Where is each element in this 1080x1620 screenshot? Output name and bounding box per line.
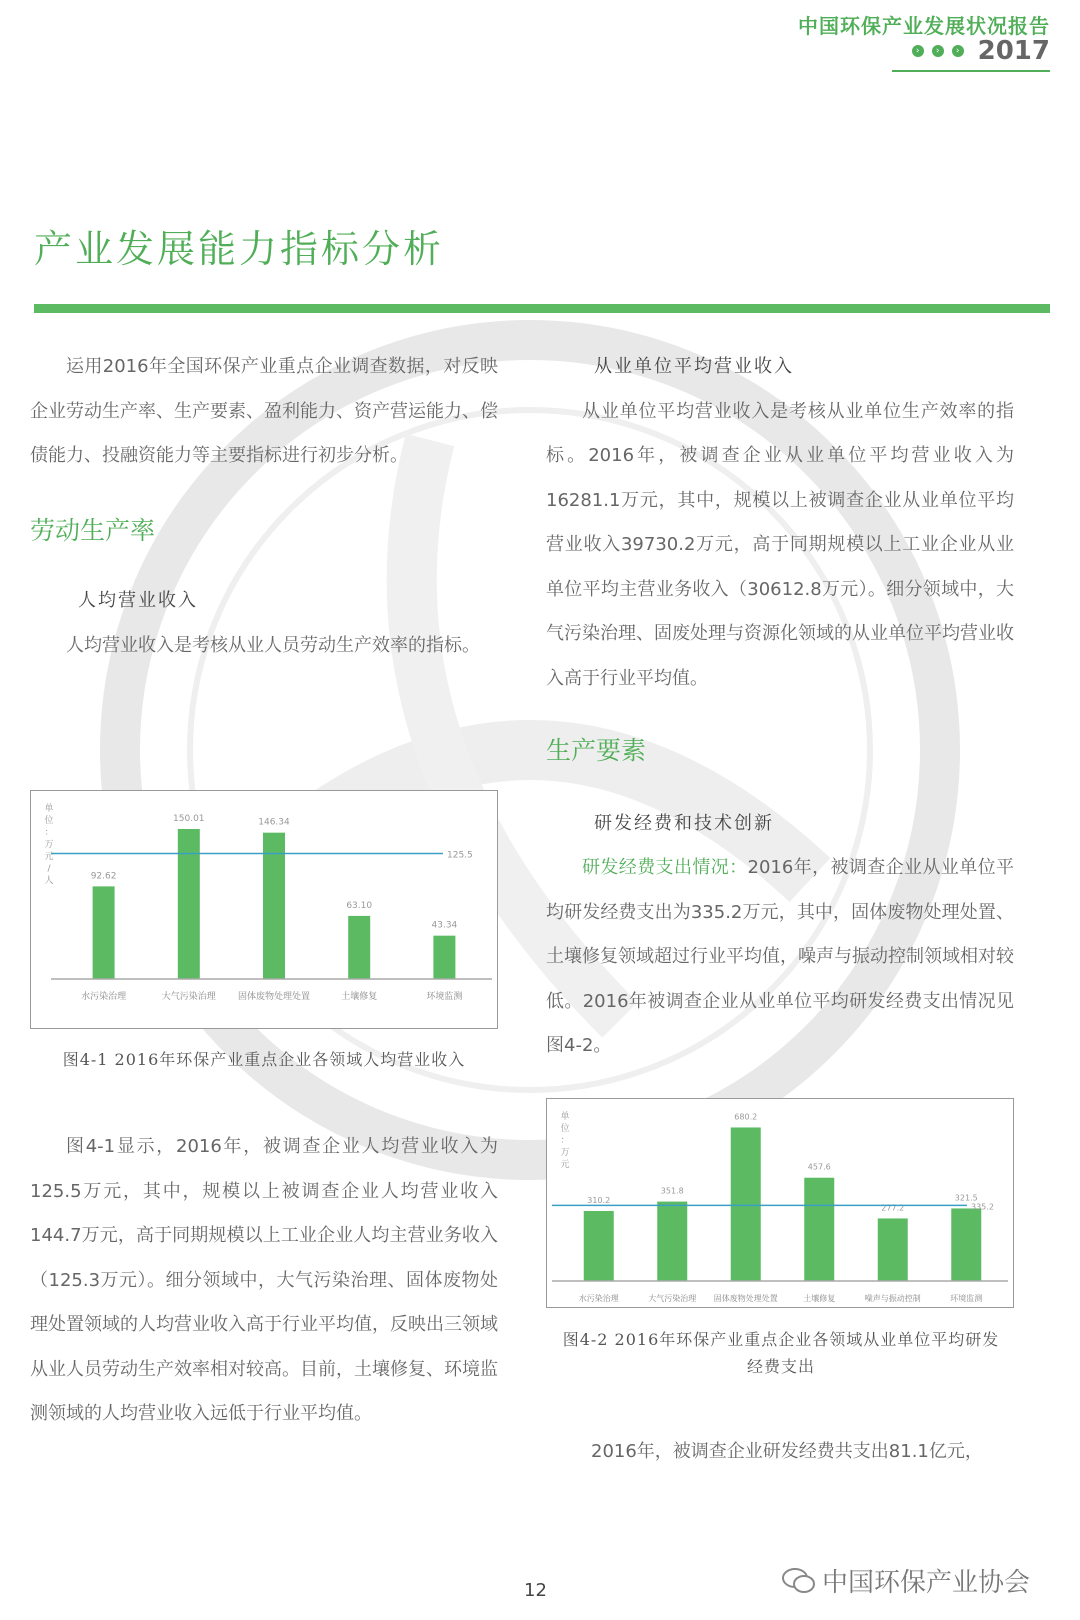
y-axis-label-char: 万 (44, 840, 54, 850)
bar-3 (804, 1178, 834, 1281)
section-divider (34, 304, 1050, 313)
report-year-row (912, 36, 1050, 66)
category-label: 固体废物处理处置 (713, 1294, 778, 1303)
y-axis-label-char: ： (44, 828, 54, 838)
bar-3 (348, 916, 370, 979)
y-axis-label-char: 位 (44, 816, 54, 826)
chart-4-2-caption: 图4-2 2016年环保产业重点企业各领域从业单位平均研发经费支出 (562, 1330, 1000, 1376)
bar-2 (263, 833, 285, 979)
average-label: 125.5 (447, 850, 473, 861)
y-axis-label-char: 单 (44, 804, 54, 814)
wechat-account-name: 中国环保产业协会 (822, 1568, 1031, 1598)
rd-label: 研发经费支出情况： (582, 857, 748, 878)
y-axis-label-char: 位 (560, 1124, 570, 1134)
arrow-dot-icon: › (952, 45, 964, 57)
bar-value-label: 310.2 (587, 1195, 611, 1205)
rd-total-paragraph: 2016年，被调查企业研发经费共支出81.1亿元， (591, 1441, 983, 1462)
intro-paragraph: 运用2016年全国环保产业重点企业调查数据，对反映企业劳动生产率、生产要素、盈利能力、资产营运能力、偿债能力、投融资能力等主要指标进行初步分析。 (30, 356, 498, 466)
bar-value-label: 43.34 (431, 920, 458, 931)
bar-value-label: 146.34 (258, 817, 290, 828)
bar-value-label: 351.8 (660, 1186, 684, 1196)
average-label: 335.2 (971, 1202, 994, 1212)
arrow-dot-icon: › (932, 45, 944, 57)
bar-0 (584, 1211, 614, 1281)
rd-paragraph (546, 846, 1014, 1069)
y-axis-label-char: ： (560, 1136, 570, 1146)
heading-unit-revenue: 从业单位平均营业收入 (594, 356, 794, 377)
y-axis-label-char: 人 (44, 876, 54, 886)
bar-4 (878, 1218, 908, 1281)
category-label: 环境监测 (426, 992, 463, 1002)
category-label: 噪声与振动控制 (864, 1294, 921, 1303)
chart-4-1-frame (30, 790, 498, 1029)
bar-5 (951, 1208, 981, 1281)
bar-1 (657, 1202, 687, 1281)
bar-value-label: 150.01 (173, 813, 205, 824)
y-axis-label-char: 元 (44, 852, 54, 862)
per-capita-paragraph: 人均营业收入是考核从业人员劳动生产效率的指标。 (66, 634, 480, 656)
bar-value-label: 63.10 (346, 900, 373, 911)
chart-4-2-frame (546, 1098, 1014, 1308)
category-label: 环境监测 (950, 1294, 983, 1303)
category-label: 固体废物处理处置 (237, 992, 311, 1002)
chart-4-1-caption: 图4-1 2016年环保产业重点企业各领域人均营业收入 (62, 1050, 466, 1069)
section-title: 产业发展能力指标分析 (34, 227, 445, 271)
y-axis-label-char: 单 (560, 1112, 570, 1122)
bar-2 (731, 1127, 761, 1281)
right-column (546, 345, 1014, 1069)
category-label: 土壤修复 (803, 1294, 836, 1303)
bar-value-label: 92.62 (90, 871, 117, 882)
chart-4-2 (547, 1099, 1013, 1307)
page-number: 12 (524, 1580, 547, 1601)
wechat-icon (782, 1567, 816, 1595)
category-label: 大气污染治理 (161, 992, 216, 1002)
bar-0 (93, 886, 115, 979)
unit-revenue-paragraph: 从业单位平均营业收入是考核从业单位生产效率的指标。2016年，被调查企业从业单位平均营业收入为16281.1万元，其中，规模以上被调查企业从业单位平均营业收入39730.2万元，高于同期规模以上工业企业从业单位平均主营业务收入（30612.8万元）。细分领域中，大气污染治理、固废处理与资源化领域的从业单位平均营业收入高于行业平均值。 (546, 400, 1014, 689)
bar-1 (178, 829, 200, 979)
y-axis-label-char: 万 (560, 1148, 570, 1158)
category-label: 水污染治理 (578, 1294, 619, 1303)
left-column (30, 345, 498, 668)
rd-text: 2016年，被调查企业从业单位平均研发经费支出为335.2万元，其中，固体废物处理处置、土壤修复领域超过行业平均值，噪声与振动控制领域相对较低。2016年被调查企业从业单位平均研发经费支出情况见图4-2。 (546, 857, 1015, 1056)
wechat-account (782, 1562, 1030, 1599)
bar-value-label: 680.2 (734, 1112, 758, 1122)
bar-value-label: 277.2 (881, 1203, 905, 1213)
bar-value-label: 457.6 (807, 1162, 831, 1172)
chart-4-1 (31, 791, 497, 1028)
y-axis-label-char: 元 (560, 1160, 570, 1170)
report-title: 中国环保产业发展状况报告 (798, 14, 1050, 38)
header-rule (892, 70, 1050, 72)
arrow-dot-icon: › (912, 45, 924, 57)
heading-per-capita-revenue: 人均营业收入 (78, 590, 198, 611)
left-column-lower (30, 1125, 498, 1437)
report-year: 2017 (977, 36, 1050, 66)
heading-rd-innovation: 研发经费和技术创新 (594, 812, 774, 834)
analysis-paragraph: 图4-1显示，2016年，被调查企业人均营业收入为125.5万元，其中，规模以上被调查企业人均营业收入144.7万元，高于同期规模以上工业企业人均主营业务收入（125.3万元）。细分领域中，大气污染治理、固体废物处理处置领域的人均营业收入高于行业平均值，反映出三领域从业人员劳动生产效率相对较高。目前，土壤修复、环境监测领域的人均营业收入远低于行业平均值。 (30, 1136, 498, 1424)
heading-production-factors: 生产要素 (546, 736, 647, 765)
category-label: 水污染治理 (81, 992, 127, 1002)
heading-labor-productivity: 劳动生产率 (30, 515, 156, 545)
y-axis-label-char: / (47, 864, 51, 874)
category-label: 大气污染治理 (648, 1294, 697, 1303)
bar-4 (433, 936, 455, 979)
right-column-lower (546, 1430, 1014, 1475)
category-label: 土壤修复 (341, 992, 378, 1002)
bar-value-label: 321.5 (954, 1193, 978, 1203)
